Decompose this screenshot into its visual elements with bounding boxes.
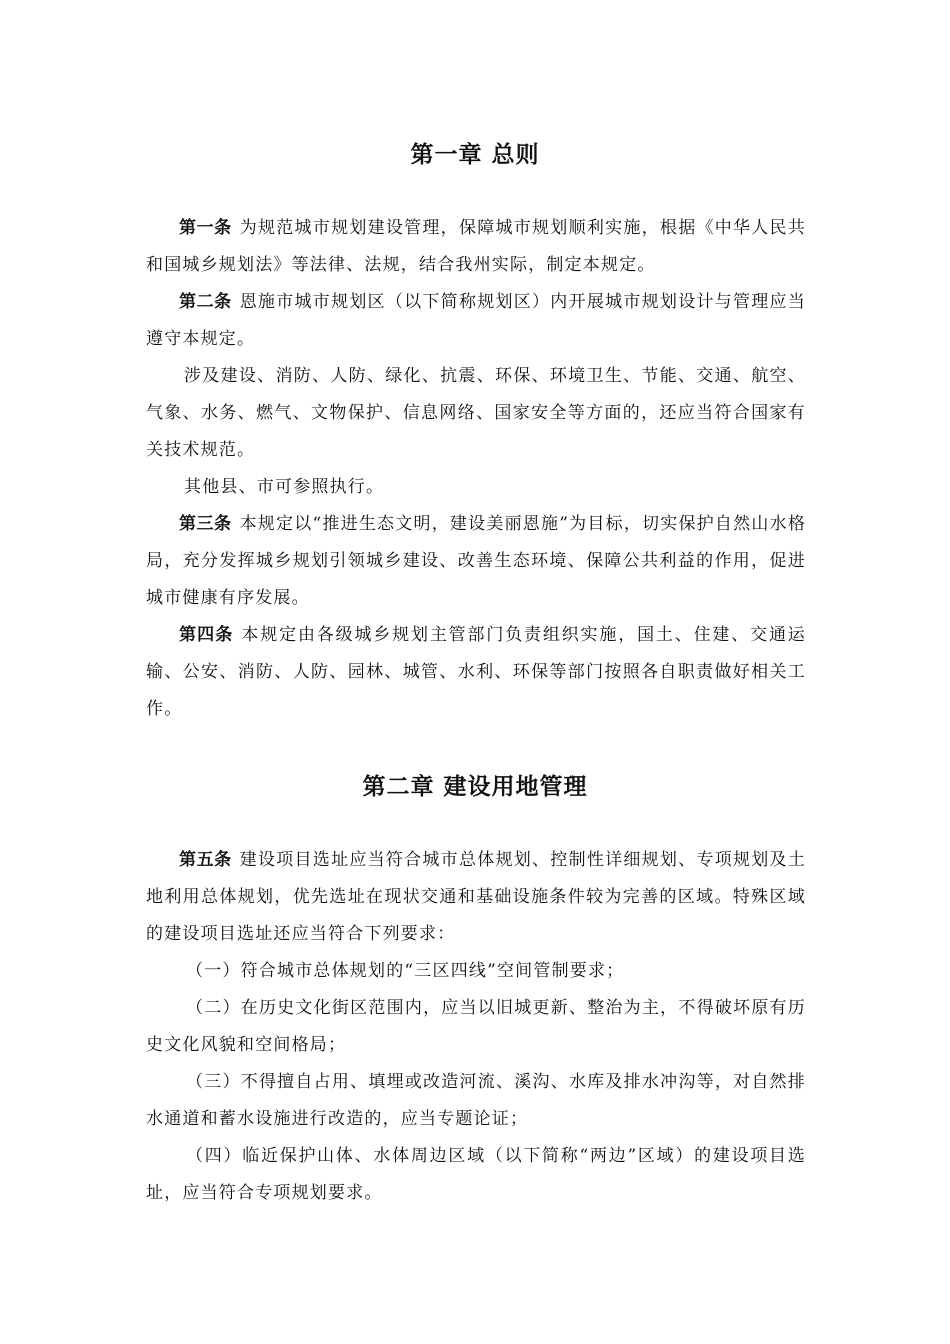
article-5-item-2: （二）在历史文化街区范围内，应当以旧城更新、整治为主，不得破坏原有历史文化风貌和空间格局；	[146, 998, 806, 1055]
article-1-text: 为规范城市规划建设管理，保障城市规划顺利实施，根据《中华人民共和国城乡规划法》等法律、法规，结合我州实际，制定本规定。	[146, 218, 807, 275]
article-5-text: 建设项目选址应当符合城市总体规划、控制性详细规划、专项规划及土地利用总体规划，优先选址在现状交通和基础设施条件较为完善的区域。特殊区域的建设项目选址还应当符合下列要求：	[146, 850, 807, 944]
article-5-item-1: （一）符合城市总体规划的“三区四线”空间管制要求；	[186, 961, 625, 981]
article-1	[146, 210, 806, 284]
article-2-text: 恩施市城市规划区（以下简称规划区）内开展城市规划设计与管理应当遵守本规定。	[146, 292, 807, 349]
article-3-label: 第三条	[179, 514, 232, 534]
article-2-paragraph-2: 涉及建设、消防、人防、绿化、抗震、环保、环境卫生、节能、交通、航空、气象、水务、燃气、文物保护、信息网络、国家安全等方面的，还应当符合国家有关技术规范。	[146, 366, 806, 460]
chapter-2-title: 第二章 建设用地管理	[362, 774, 588, 800]
chapter-2-body	[146, 842, 806, 1212]
article-5-label: 第五条	[179, 850, 232, 870]
article-2-label: 第二条	[179, 292, 232, 312]
article-5-item-3: （三）不得擅自占用、填埋或改造河流、溪沟、水库及排水冲沟等，对自然排水通道和蓄水设施进行改造的，应当专题论证；	[146, 1072, 806, 1129]
article-2-paragraph-3: 其他县、市可参照执行。	[184, 477, 385, 497]
chapter-1-body	[146, 210, 806, 728]
chapter-1-title: 第一章 总则	[410, 142, 540, 168]
article-3-text: 本规定以“推进生态文明，建设美丽恩施”为目标，切实保护自然山水格局，充分发挥城乡规划引领城乡建设、改善生态环境、保障公共利益的作用，促进城市健康有序发展。	[146, 514, 807, 608]
article-1-label: 第一条	[179, 218, 232, 238]
article-5	[146, 842, 806, 953]
article-4	[146, 617, 806, 728]
article-4-label: 第四条	[179, 625, 234, 645]
article-3	[146, 506, 806, 617]
article-2	[146, 284, 806, 358]
article-4-text: 本规定由各级城乡规划主管部门负责组织实施，国土、住建、交通运输、公安、消防、人防、园林、城管、水利、环保等部门按照各自职责做好相关工作。	[146, 625, 806, 719]
article-5-item-4: （四）临近保护山体、水体周边区域（以下简称“两边”区域）的建设项目选址，应当符合专项规划要求。	[146, 1146, 806, 1203]
